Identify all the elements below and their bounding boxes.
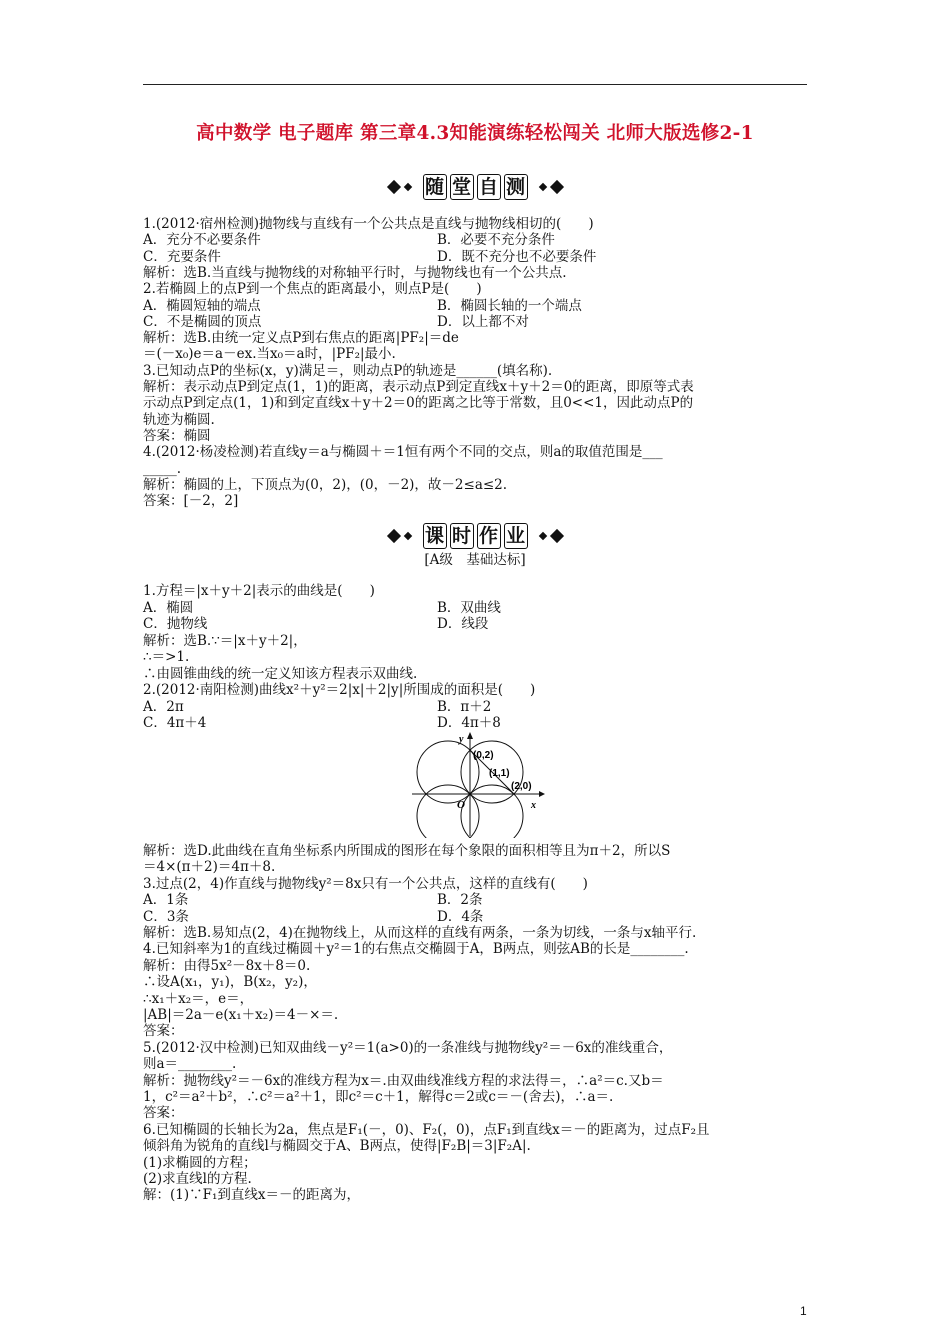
section-char: 测 (504, 174, 528, 200)
text-line: 3.过点(2，4)作直线与抛物线y²＝8x只有一个公共点，这样的直线有( ) (143, 875, 588, 892)
section-char: 时 (450, 523, 474, 549)
section-char: 随 (423, 174, 447, 200)
text-line: 解析：抛物线y²＝－6x的准线方程为x＝.由双曲线准线方程的求法得＝，∴a²＝c.又b＝ (143, 1072, 664, 1089)
text-line: 6.已知椭圆的长轴长为2a，焦点是F₁(－，0)、F₂(，0)，点F₁到直线x＝－的距离为，过点F₂且 (143, 1121, 710, 1138)
diamond-icon (549, 180, 563, 194)
curve-figure (407, 732, 547, 838)
option-right: D．4π＋8 (437, 715, 501, 731)
text-line: 答案：椭圆 (143, 427, 211, 444)
text-line: 解析：椭圆的上，下顶点为(0，2)，(0，－2)，故－2≤a≤2. (143, 476, 508, 493)
diamond-icon (386, 180, 400, 194)
text-line: 解析：选B.∵＝|x＋y＋2|， (143, 632, 307, 649)
text-line: 3.已知动点P的坐标(x，y)满足＝，则动点P的轨迹是______(填名称). (143, 362, 553, 379)
section-header-2 (143, 523, 807, 549)
text-line: 4.(2012·杨凌检测)若直线y＝a与椭圆＋＝1恒有两个不同的交点，则a的取值范围是___ (143, 444, 663, 461)
option-right: B．2条 (437, 892, 483, 909)
option-right: B．必要不充分条件 (437, 232, 555, 249)
text-line: C．抛物线 (143, 616, 208, 632)
point-label: (0,2) (473, 750, 494, 761)
text-line: ∴＝>1. (143, 649, 190, 665)
option-right: D．4条 (437, 908, 484, 925)
diamond-icon (403, 183, 411, 191)
text-line: 答案： (143, 1023, 184, 1040)
option-right: D．既不充分也不必要条件 (437, 248, 597, 265)
x-axis-arrow-icon (539, 791, 545, 797)
text-line: ∴x₁＋x₂＝，e＝， (143, 990, 254, 1007)
text-line: 1.方程＝|x＋y＋2|表示的曲线是( ) (143, 583, 375, 599)
text-line: C．4π＋4 (143, 715, 207, 731)
text-line: 则a＝________. (143, 1056, 237, 1073)
y-axis-arrow-icon (467, 732, 473, 739)
section-char: 业 (504, 523, 528, 549)
text-line: C．不是椭圆的顶点 (143, 313, 262, 330)
text-line: 1.(2012·宿州检测)抛物线与直线有一个公共点是直线与抛物线相切的( ) (143, 216, 594, 232)
page-title: 高中数学 电子题库 第三章4.3知能演练轻松闯关 北师大版选修2-1 (196, 123, 754, 144)
option-right: D．以上都不对 (437, 313, 529, 330)
text-line: 解析：表示动点P到定点(1，1)的距离，表示动点P到定直线x＋y＋2＝0的距离，即原等式表 (143, 379, 694, 395)
diamond-icon (538, 183, 546, 191)
text-line: ∴设A(x₁，y₁)，B(x₂，y₂)， (143, 974, 317, 991)
text-line: 5.(2012·汉中检测)已知双曲线－y²＝1(a>0)的一条准线与抛物线y²＝－6x的准线重合， (143, 1039, 673, 1056)
text-line: 2.(2012·南阳检测)曲线x²＋y²＝2|x|＋2|y|所围成的面积是( ) (143, 682, 536, 698)
text-line: C．3条 (143, 908, 189, 925)
level-label: [A级 基础达标] (424, 552, 526, 568)
text-line: A．1条 (143, 892, 189, 909)
section-char: 自 (477, 174, 501, 200)
diamond-icon (386, 529, 400, 543)
text-line: 解析：选B.易知点(2，4)在抛物线上，从而这样的直线有两条，一条为切线，一条与x轴平行. (143, 925, 697, 941)
text-line: 示动点P到定点(1，1)和到定直线x＋y＋2＝0的距离之比等于常数，且0<<1，因此动点P的 (143, 395, 694, 412)
text-line: 解析：选D.此曲线在直角坐标系内所围成的图形在每个象限的面积相等且为π＋2，所以S (143, 843, 671, 859)
point-label: (2,0) (511, 781, 532, 792)
option-right: B．双曲线 (437, 599, 501, 616)
origin-label: O (457, 799, 465, 811)
y-label: y (459, 734, 464, 745)
text-line: A．椭圆 (143, 599, 194, 616)
section-char: 堂 (450, 174, 474, 200)
top-rule (143, 84, 807, 85)
text-line: 答案： (143, 1105, 184, 1122)
section-header-1 (143, 174, 807, 200)
text-line: 4.已知斜率为1的直线过椭圆＋y²＝1的右焦点交椭圆于A，B两点，则弦AB的长是________. (143, 941, 689, 958)
text-line: _____. (143, 460, 182, 477)
text-line: 解：(1)∵F₁到直线x＝－的距离为， (143, 1187, 361, 1204)
diamond-icon (549, 529, 563, 543)
text-line: 解析：选B.当直线与抛物线的对称轴平行时，与抛物线也有一个公共点. (143, 264, 567, 281)
page-number: 1 (800, 1304, 807, 1318)
text-line: A．2π (143, 698, 184, 715)
x-label: x (531, 800, 536, 811)
option-right: B．π＋2 (437, 698, 492, 715)
text-line: |AB|＝2a－e(x₁＋x₂)＝4－×＝. (143, 1007, 339, 1023)
text-line: A．充分不必要条件 (143, 232, 261, 249)
text-line: 2.若椭圆上的点P到一个焦点的距离最小，则点P是( ) (143, 281, 482, 298)
text-line: 答案：[－2，2] (143, 493, 239, 510)
text-line: ＝(－x₀)e＝a－ex.当x₀＝a时，|PF₂|最小. (143, 346, 396, 363)
option-right: B．椭圆长轴的一个端点 (437, 297, 582, 314)
text-line: (2)求直线l的方程. (143, 1171, 252, 1187)
text-line: 轨迹为椭圆. (143, 411, 215, 428)
option-right: D．线段 (437, 616, 489, 632)
text-line: 倾斜角为锐角的直线l与椭圆交于A、B两点，使得|F₂B|＝3|F₂A|. (143, 1138, 531, 1155)
diamond-icon (403, 532, 411, 540)
text-line: C．充要条件 (143, 248, 221, 265)
text-line: ＝4×(π＋2)＝4π＋8. (143, 859, 276, 876)
diamond-icon (538, 532, 546, 540)
text-line: 解析：由得5x²－8x＋8＝0. (143, 957, 311, 974)
text-line: 1，c²＝a²＋b²，∴c²＝a²＋1，即c²＝c＋1，解得c＝2或c＝－(舍去)，∴a＝. (143, 1089, 614, 1105)
text-line: 解析：选B.由统一定义点P到右焦点的距离|PF₂|＝de (143, 330, 459, 347)
text-line: (1)求椭圆的方程； (143, 1154, 257, 1171)
text-line: ∴由圆锥曲线的统一定义知该方程表示双曲线. (143, 665, 418, 682)
point-label: (1,1) (489, 768, 510, 779)
section-char: 作 (477, 523, 501, 549)
text-line: A．椭圆短轴的端点 (143, 297, 261, 314)
section-char: 课 (423, 523, 447, 549)
